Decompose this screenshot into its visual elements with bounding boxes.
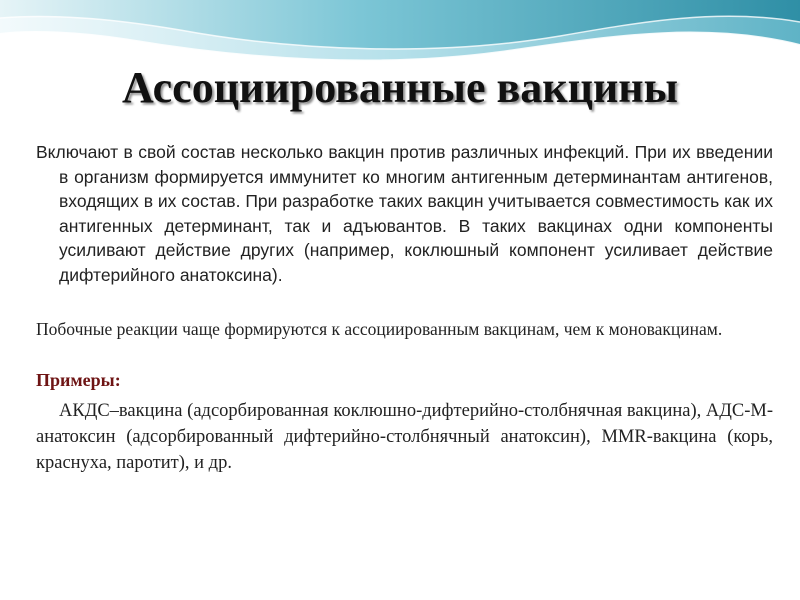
- paragraph-combined-vaccines-description: Включают в свой состав несколько вакцин против различных инфекций. При их введении в организм формируется иммунитет ко многим антигенным детерминантам антигенов, входящих в их состав. При разработке таких вакцин учитывается совместимость как их антигенных детерминант, так и адъювантов. В таких вакцинах одни компоненты усиливают действие других (например, коклюшный компонент усиливает действие дифтерийного анатоксина).: [36, 142, 773, 285]
- slide-title: Ассоциированные вакцины: [121, 63, 679, 112]
- examples-label: Примеры:: [36, 370, 121, 391]
- examples-text: АКДС–вакцина (адсорбированная коклюшно-дифтерийно-столбнячная вакцина), АДС-М-анатоксин (адсорбированный дифтерийно-столбнячный анатоксин), MMR-вакцина (корь, краснуха, паротит), и др.: [36, 401, 773, 474]
- slide-content: [36, 140, 773, 476]
- paragraph-side-effects: Побочные реакции чаще формируются к ассоциированным вакцинам, чем к моновакцинам.: [36, 318, 723, 339]
